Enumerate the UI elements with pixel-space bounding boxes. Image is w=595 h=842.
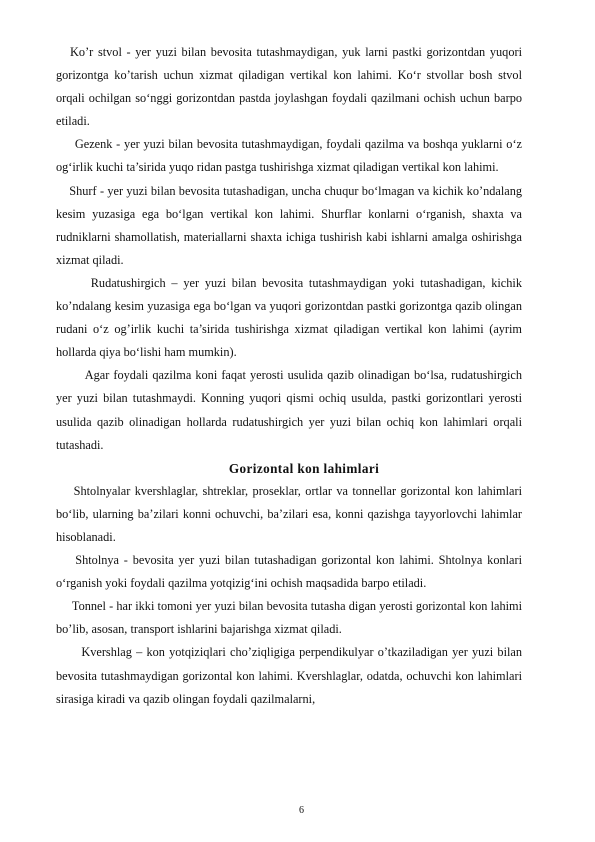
paragraph-kvershlag: Kvershlag – kon yotqiziqlari cho’ziqligiga perpendikulyar o’tkaziladigan yer yuzi bilan bevosita tutashmaydigan gorizontal kon lahimi. Kvershlaglar, odatda, ochuvchi kon lahimlari sirasiga kiradi va qazib olingan foydali qazilmalarni, xyxy=(56,645,526,706)
paragraph-shtolnya: Shtolnya - bevosita yer yuzi bilan tutashadigan gorizontal kon lahimi. Shtolnya konlari o‘rganish yoki foydali qazilma yotqizig‘ini ochish maqsadida barpo etiladi. xyxy=(56,553,526,591)
section-heading: Gorizontal kon lahimlari xyxy=(228,460,380,476)
paragraph-shurf: Shurf - yer yuzi bilan bevosita tutashadigan, uncha chuqur bo‘lmagan va kichik ko’ndalang kesim yuzasiga ega bo‘lgan vertikal kon lahimi. Shurflar konlarni o‘rganish, shaxta va rudniklarni shamollatish, materiallarni shaxta ichiga tushirish kabi ishlarni amalga oshirishga xizmat qiladi. xyxy=(56,183,526,267)
paragraph-agar-foydali: Agar foydali qazilma koni faqat yerosti usulida qazib olinadigan bo‘lsa, rudatushirgich yer yuzi bilan tutashmaydi. Konning yuqori qismi ochiq usulda, pastki gorizontlari yerosti usulida qazib olinadigan hollarda rudatushirgich yer yuzi bilan ochiq kon lahimlari orqali tutashadi. xyxy=(56,368,526,452)
paragraph-shtolnyalar: Shtolnyalar kvershlaglar, shtreklar, proseklar, ortlar va tonnellar gorizontal kon lahimlari bo‘lib, ularning ba’zilari konni ochuvchi, ba’zilari esa, konni qazishga tayyorlovchi lahimlar hisoblanadi. xyxy=(56,483,526,544)
page-number: 6 xyxy=(299,805,304,816)
document-page xyxy=(56,41,526,711)
paragraph-gezenk: Gezenk - yer yuzi bilan bevosita tutashmaydigan, foydali qazilma va boshqa yuklarni o‘z og‘irlik kuchi ta’sirida yuqo ridan pastga tushirishga xizmat qiladigan vertikal kon lahimi. xyxy=(56,137,526,175)
paragraph-tonnel: Tonnel - har ikki tomoni yer yuzi bilan bevosita tutasha digan yerosti gorizontal kon lahimi bo’lib, asosan, transport ishlarini bajarishga xizmat qiladi. xyxy=(56,599,526,637)
paragraph-kor-stvol: Ko’r stvol - yer yuzi bilan bevosita tutashmaydigan, yuk larni pastki gorizontdan yuqori gorizontga ko’tarish uchun xizmat qiladigan vertikal kon lahimi. Ko‘r stvollar bosh stvol orqali ochilgan so‘nggi gorizontdan pastda joylashgan foydali qazilmani ochish uchun barpo etiladi. xyxy=(56,45,526,129)
paragraph-rudatushirgich: Rudatushirgich – yer yuzi bilan bevosita tutashmaydigan yoki tutashadigan, kichik ko’ndalang kesim yuzasiga ega bo‘lgan va yuqori gorizontdan pastki gorizontga qazib olingan rudani o‘z og’irlik kuchi ta’sirida tushirishga xizmat qiladigan vertikal kon lahimi (ayrim hollarda qiya bo‘lishi ham mumkin). xyxy=(56,275,526,360)
